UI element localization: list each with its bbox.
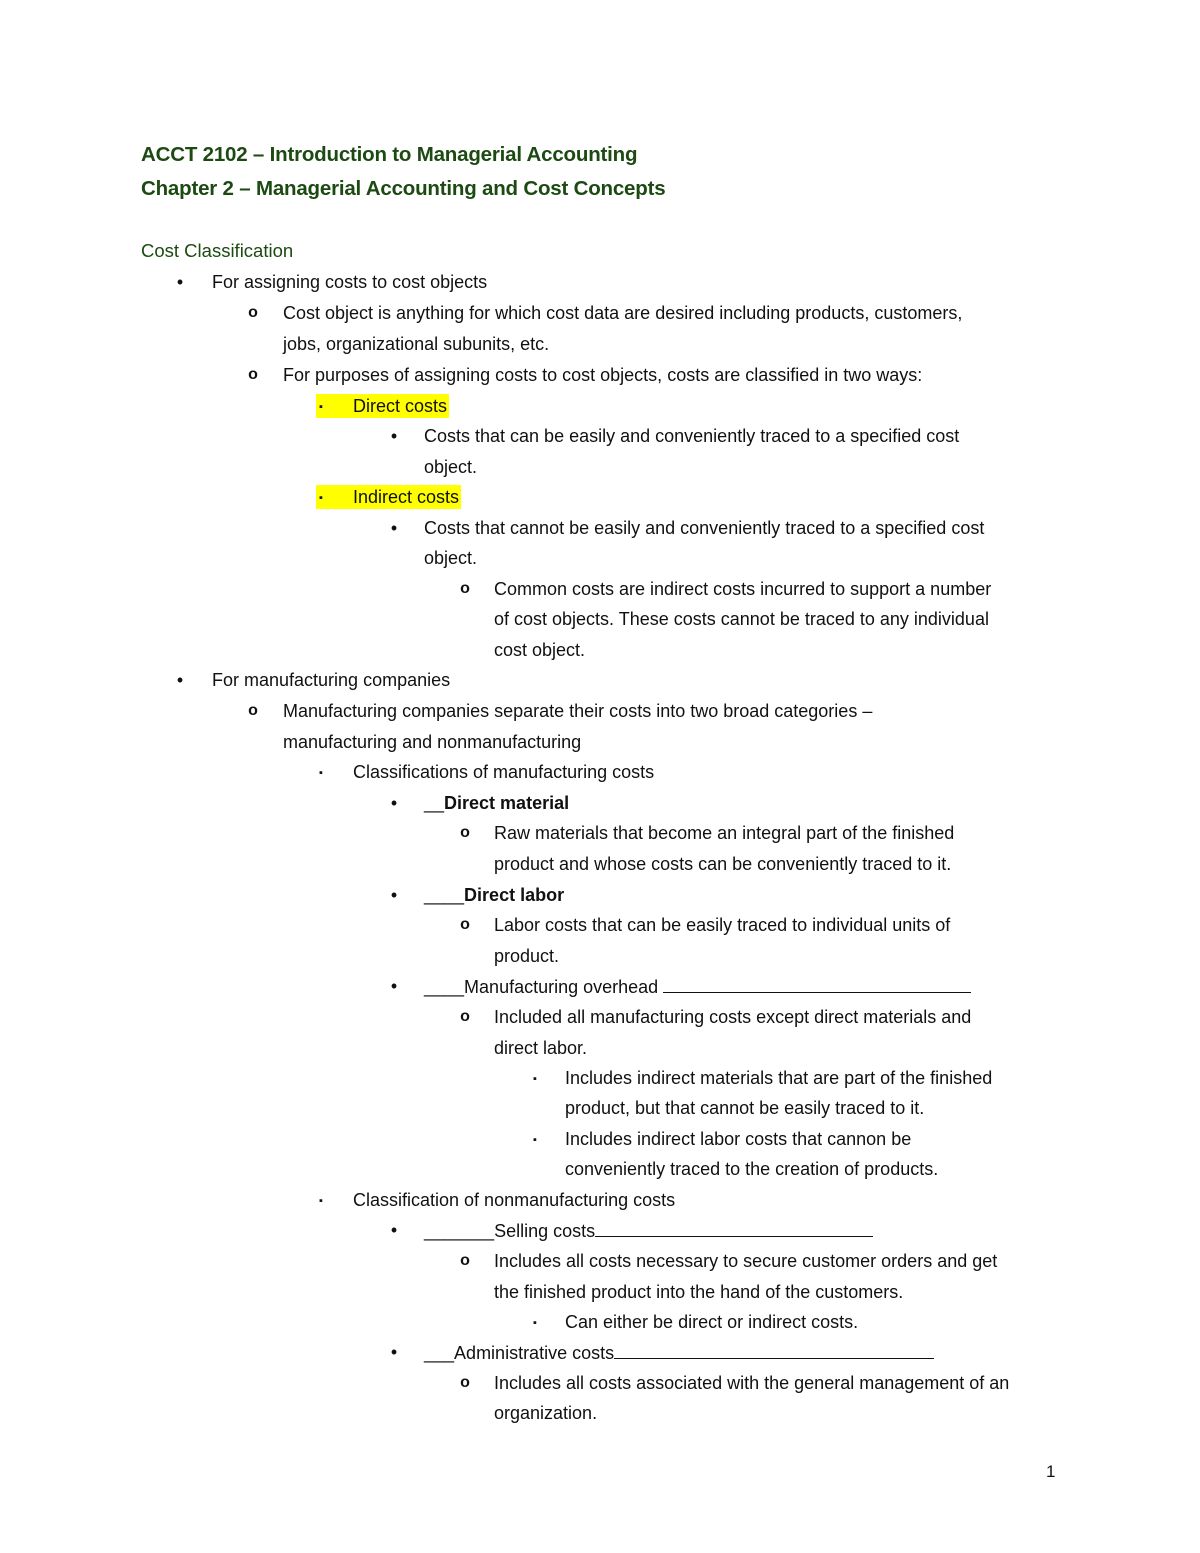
answer-line — [663, 974, 971, 993]
list-item-text: Labor costs that can be easily traced to individual units of — [494, 915, 951, 935]
indirect-costs-term: Indirect costs — [353, 487, 460, 507]
chapter-title: Chapter 2 – Managerial Accounting and Cost Concepts — [141, 177, 666, 200]
circle-marker: o — [460, 824, 470, 841]
fill-blank: ____ — [424, 977, 465, 997]
square-marker: ▪ — [533, 1073, 537, 1085]
fill-blank: _______ — [424, 1221, 495, 1241]
square-marker: ▪ — [533, 1134, 537, 1146]
circle-marker: o — [460, 580, 470, 597]
bullet-marker: • — [390, 518, 398, 538]
list-item-text: Can either be direct or indirect costs. — [565, 1312, 859, 1332]
list-item-text: Includes indirect labor costs that cannon be — [565, 1129, 912, 1149]
list-item-text: Costs that can be easily and conveniently traced to a specified cost — [424, 426, 960, 446]
direct-material-term: Direct material — [444, 793, 570, 813]
list-item-text — [424, 791, 569, 815]
square-marker: ▪ — [319, 767, 323, 779]
list-item-text: Cost object is anything for which cost data are desired including products, customers, — [283, 303, 963, 323]
list-item-text — [424, 1218, 873, 1243]
bullet-marker: • — [390, 793, 398, 813]
square-marker: ▪ — [533, 1317, 537, 1329]
list-item-text: of cost objects. These costs cannot be traced to any individual — [494, 609, 989, 629]
square-marker: ▪ — [319, 492, 323, 504]
list-item-text: jobs, organizational subunits, etc. — [283, 334, 550, 354]
fill-blank: __ — [424, 793, 445, 813]
bullet-marker: • — [176, 670, 184, 690]
list-item-text: For manufacturing companies — [212, 670, 451, 690]
answer-line — [614, 1340, 934, 1359]
list-item-text: Classifications of manufacturing costs — [353, 762, 655, 782]
square-marker: ▪ — [319, 1195, 323, 1207]
list-item-text: conveniently traced to the creation of products. — [565, 1159, 939, 1179]
circle-marker: o — [248, 366, 258, 383]
circle-marker: o — [248, 702, 258, 719]
list-item-text — [424, 974, 971, 999]
list-item-text: For assigning costs to cost objects — [212, 272, 488, 292]
bullet-marker: • — [390, 1220, 398, 1240]
list-item-text: Costs that cannot be easily and conveniently traced to a specified cost — [424, 518, 985, 538]
list-item-text: product and whose costs can be conveniently traced to it. — [494, 854, 952, 874]
list-item-text: cost object. — [494, 640, 586, 660]
list-item-text — [424, 1340, 934, 1365]
list-item-text: product. — [494, 946, 560, 966]
square-marker: ▪ — [319, 401, 323, 413]
page-number: 1 — [1046, 1462, 1056, 1481]
list-item-text: object. — [424, 548, 478, 568]
direct-labor-term: Direct labor — [464, 885, 565, 905]
list-item-text: product, but that cannot be easily traced to it. — [565, 1098, 925, 1118]
list-item-text: direct labor. — [494, 1038, 588, 1058]
answer-line — [595, 1218, 873, 1237]
bullet-marker: • — [390, 976, 398, 996]
list-item-text: Classification of nonmanufacturing costs — [353, 1190, 676, 1210]
bullet-marker: • — [390, 1342, 398, 1362]
list-item-text: manufacturing and nonmanufacturing — [283, 732, 582, 752]
manufacturing-overhead-term: Manufacturing overhead — [464, 977, 664, 997]
list-item-text: Includes all costs necessary to secure customer orders and get — [494, 1251, 998, 1271]
list-item-text: Includes all costs associated with the general management of an — [494, 1373, 1010, 1393]
section-heading: Cost Classification — [141, 240, 294, 261]
bullet-marker: • — [390, 885, 398, 905]
list-item-text: organization. — [494, 1403, 598, 1423]
list-item-text: Included all manufacturing costs except direct materials and — [494, 1007, 972, 1027]
list-item-text: object. — [424, 457, 478, 477]
list-item-text: Includes indirect materials that are part of the finished — [565, 1068, 993, 1088]
bullet-marker: • — [390, 426, 398, 446]
circle-marker: o — [460, 1374, 470, 1391]
list-item-text: the finished product into the hand of the customers. — [494, 1282, 904, 1302]
list-item-text: For purposes of assigning costs to cost objects, costs are classified in two ways: — [283, 365, 923, 385]
selling-costs-term: Selling costs — [494, 1221, 596, 1241]
list-item-text — [424, 883, 564, 907]
course-title: ACCT 2102 – Introduction to Managerial Accounting — [141, 143, 638, 166]
list-item-text: Manufacturing companies separate their costs into two broad categories – — [283, 701, 873, 721]
circle-marker: o — [248, 304, 258, 321]
fill-blank: ____ — [424, 885, 465, 905]
circle-marker: o — [460, 1252, 470, 1269]
fill-blank: ___ — [424, 1343, 455, 1363]
circle-marker: o — [460, 1008, 470, 1025]
list-item-text: Common costs are indirect costs incurred to support a number — [494, 579, 992, 599]
list-item-text: Raw materials that become an integral part of the finished — [494, 823, 955, 843]
administrative-costs-term: Administrative costs — [454, 1343, 615, 1363]
circle-marker: o — [460, 916, 470, 933]
bullet-marker: • — [176, 272, 184, 292]
direct-costs-term: Direct costs — [353, 396, 448, 416]
